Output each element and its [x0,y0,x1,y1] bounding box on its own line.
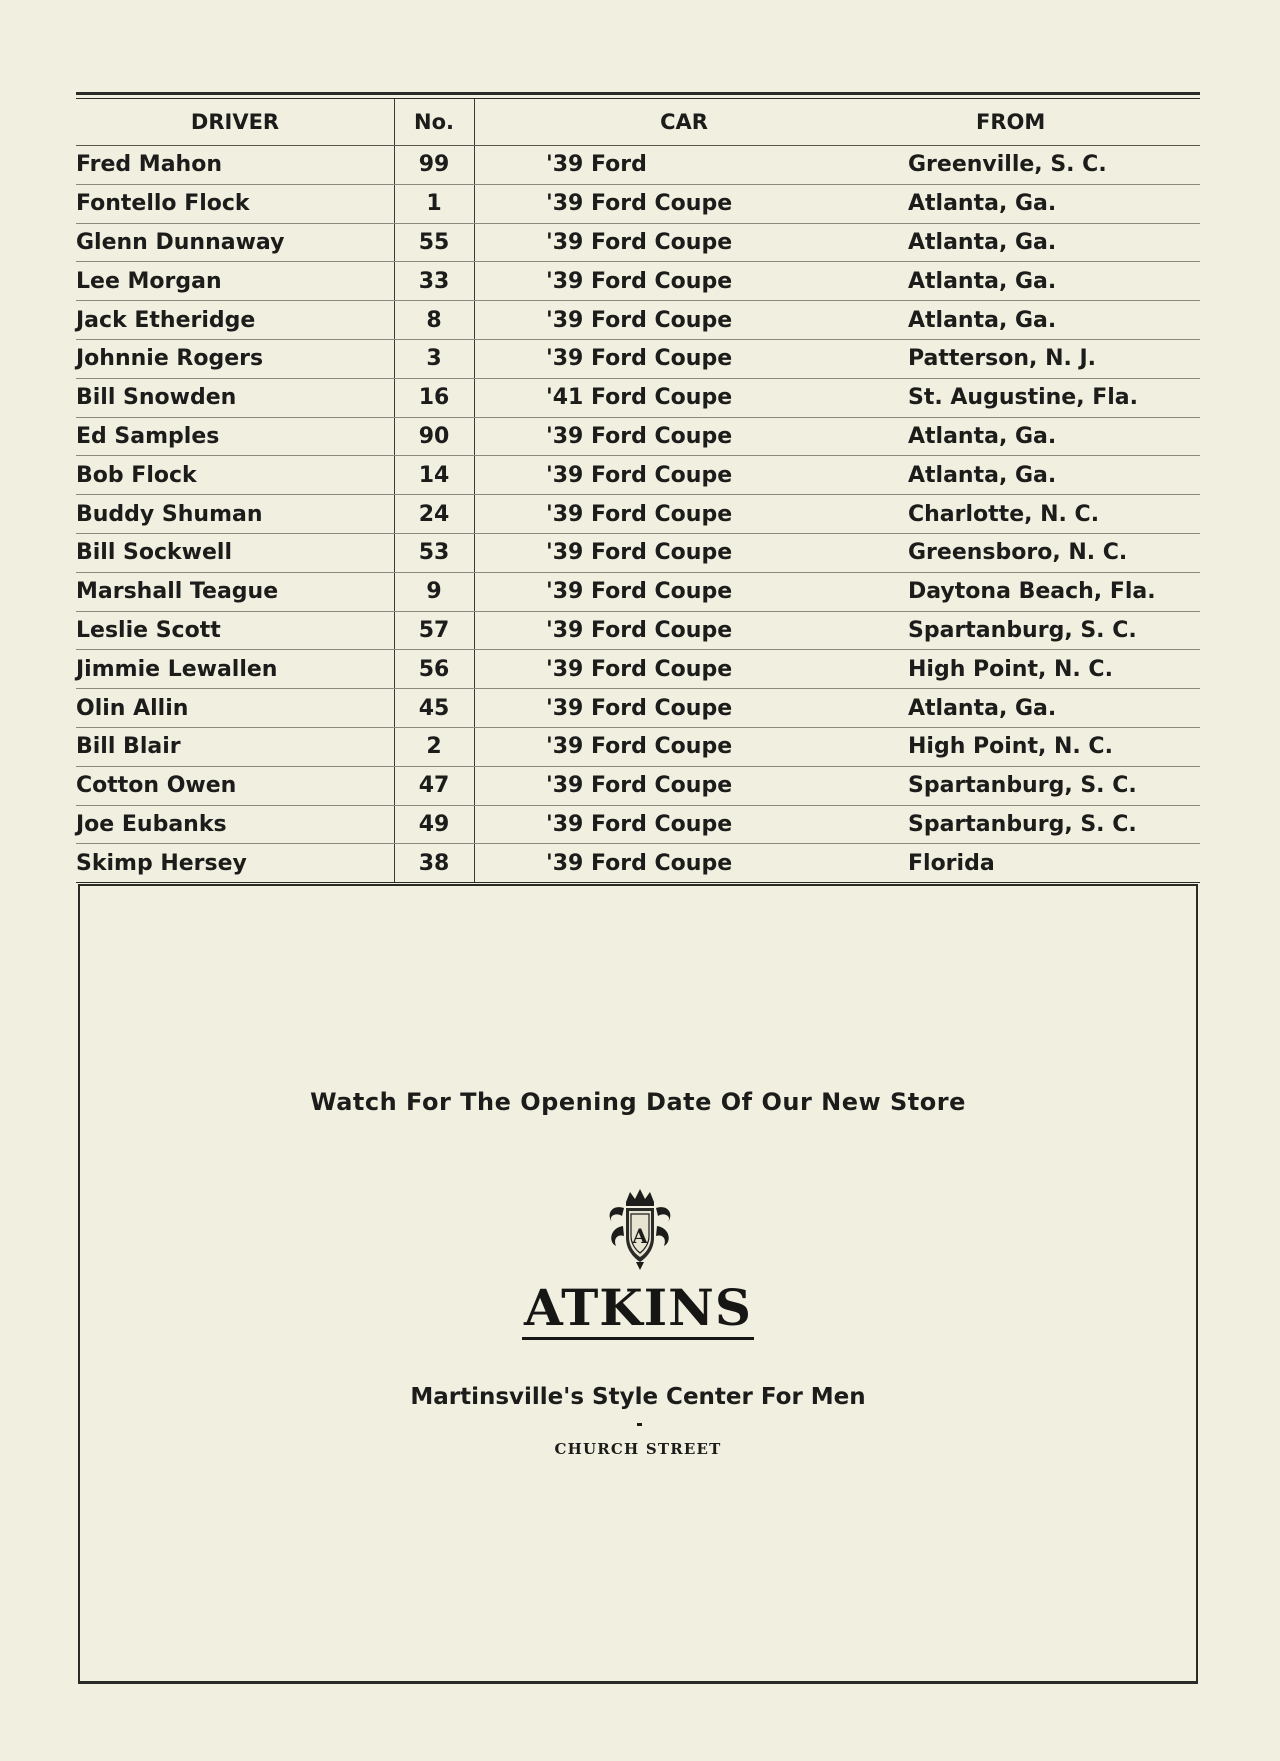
header-number: No. [414,110,454,134]
car-number: 24 [418,501,450,527]
hometown: Atlanta, Ga. [908,462,1057,488]
car-number: 16 [418,385,450,411]
driver-name: Lee Morgan [76,268,222,294]
hometown: Atlanta, Ga. [908,191,1057,217]
header-driver: DRIVER [190,110,280,134]
driver-name: Olin Allin [76,695,189,721]
car-model: '39 Ford Coupe [546,695,733,721]
driver-roster-table [76,92,1200,883]
driver-name: Cotton Owen [76,773,237,799]
driver-name: Fontello Flock [76,191,250,217]
driver-name: Skimp Hersey [76,850,247,876]
table-row [76,146,1200,185]
table-row [76,534,1200,573]
car-model: '39 Ford Coupe [546,773,733,799]
table-row [76,379,1200,418]
hometown: Spartanburg, S. C. [908,773,1137,799]
driver-name: Leslie Scott [76,617,221,643]
hometown: Daytona Beach, Fla. [908,579,1156,605]
table-row [76,340,1200,379]
car-number: 38 [418,850,450,876]
table-row [76,612,1200,651]
driver-name: Marshall Teague [76,579,279,605]
car-model: '39 Ford Coupe [546,617,733,643]
table-row [76,456,1200,495]
roster-body [76,99,1200,883]
ad-tagline: Martinsville's Style Center For Men [410,1384,866,1410]
driver-name: Glenn Dunnaway [76,229,285,255]
table-row [76,418,1200,457]
driver-name: Bill Blair [76,734,181,760]
driver-name: Johnnie Rogers [76,346,264,372]
car-model: '41 Ford Coupe [546,385,733,411]
driver-name: Joe Eubanks [76,811,227,837]
car-model: '39 Ford [546,152,647,178]
table-row [76,689,1200,728]
table-row [76,573,1200,612]
table-row [76,301,1200,340]
car-number: 2 [426,734,442,760]
driver-name: Bob Flock [76,462,197,488]
hometown: Patterson, N. J. [908,346,1097,372]
car-model: '39 Ford Coupe [546,268,733,294]
emblem-letter: A [632,1224,648,1248]
hometown: Atlanta, Ga. [908,268,1057,294]
car-number: 57 [418,617,450,643]
car-number: 49 [418,811,450,837]
car-model: '39 Ford Coupe [546,850,733,876]
hometown: St. Augustine, Fla. [908,385,1139,411]
table-row [76,224,1200,263]
hometown: Atlanta, Ga. [908,695,1057,721]
car-model: '39 Ford Coupe [546,656,733,682]
car-model: '39 Ford Coupe [546,229,733,255]
ad-brand-name [80,1278,1196,1337]
hometown: Greenville, S. C. [908,152,1107,178]
hometown: Atlanta, Ga. [908,307,1057,333]
table-row [76,728,1200,767]
car-number: 90 [418,423,450,449]
car-number: 3 [426,346,442,372]
car-model: '39 Ford Coupe [546,811,733,837]
car-number: 1 [426,191,442,217]
hometown: Charlotte, N. C. [908,501,1100,527]
brand-wordmark: ATKINS [522,1278,754,1340]
decorative-dot [637,1423,642,1426]
table-row [76,650,1200,689]
hometown: Spartanburg, S. C. [908,617,1137,643]
table-row [76,767,1200,806]
table-row [76,185,1200,224]
table-header-row [76,99,1200,146]
car-number: 8 [426,307,442,333]
car-number: 56 [418,656,450,682]
header-car: CAR [660,110,708,134]
car-number: 53 [418,540,450,566]
car-model: '39 Ford Coupe [546,423,733,449]
table-row [76,806,1200,845]
driver-name: Buddy Shuman [76,501,263,527]
hometown: Atlanta, Ga. [908,229,1057,255]
car-number: 9 [426,579,442,605]
atkins-advertisement [78,884,1198,1684]
driver-name: Ed Samples [76,423,220,449]
car-model: '39 Ford Coupe [546,346,733,372]
car-model: '39 Ford Coupe [546,501,733,527]
car-number: 55 [418,229,450,255]
hometown: High Point, N. C. [908,656,1113,682]
table-row [76,844,1200,883]
car-model: '39 Ford Coupe [546,191,733,217]
table-row [76,495,1200,534]
hometown: High Point, N. C. [908,734,1113,760]
hometown: Atlanta, Ga. [908,423,1057,449]
ad-street: CHURCH STREET [554,1440,722,1458]
car-number: 45 [418,695,450,721]
driver-name: Bill Sockwell [76,540,233,566]
crest-emblem-icon [604,1186,676,1272]
hometown: Greensboro, N. C. [908,540,1128,566]
hometown: Spartanburg, S. C. [908,811,1137,837]
driver-name: Jimmie Lewallen [76,656,278,682]
table-row [76,262,1200,301]
driver-name: Jack Etheridge [76,307,256,333]
car-number: 99 [418,152,450,178]
car-model: '39 Ford Coupe [546,579,733,605]
car-model: '39 Ford Coupe [546,462,733,488]
header-from: FROM [976,110,1046,134]
car-model: '39 Ford Coupe [546,540,733,566]
car-number: 33 [418,268,450,294]
car-model: '39 Ford Coupe [546,734,733,760]
driver-name: Bill Snowden [76,385,237,411]
table-top-rule [76,92,1200,95]
ad-headline: Watch For The Opening Date Of Our New Store [310,1088,966,1116]
car-number: 47 [418,773,450,799]
hometown: Florida [908,850,995,876]
car-number: 14 [418,462,450,488]
driver-name: Fred Mahon [76,152,222,178]
car-model: '39 Ford Coupe [546,307,733,333]
